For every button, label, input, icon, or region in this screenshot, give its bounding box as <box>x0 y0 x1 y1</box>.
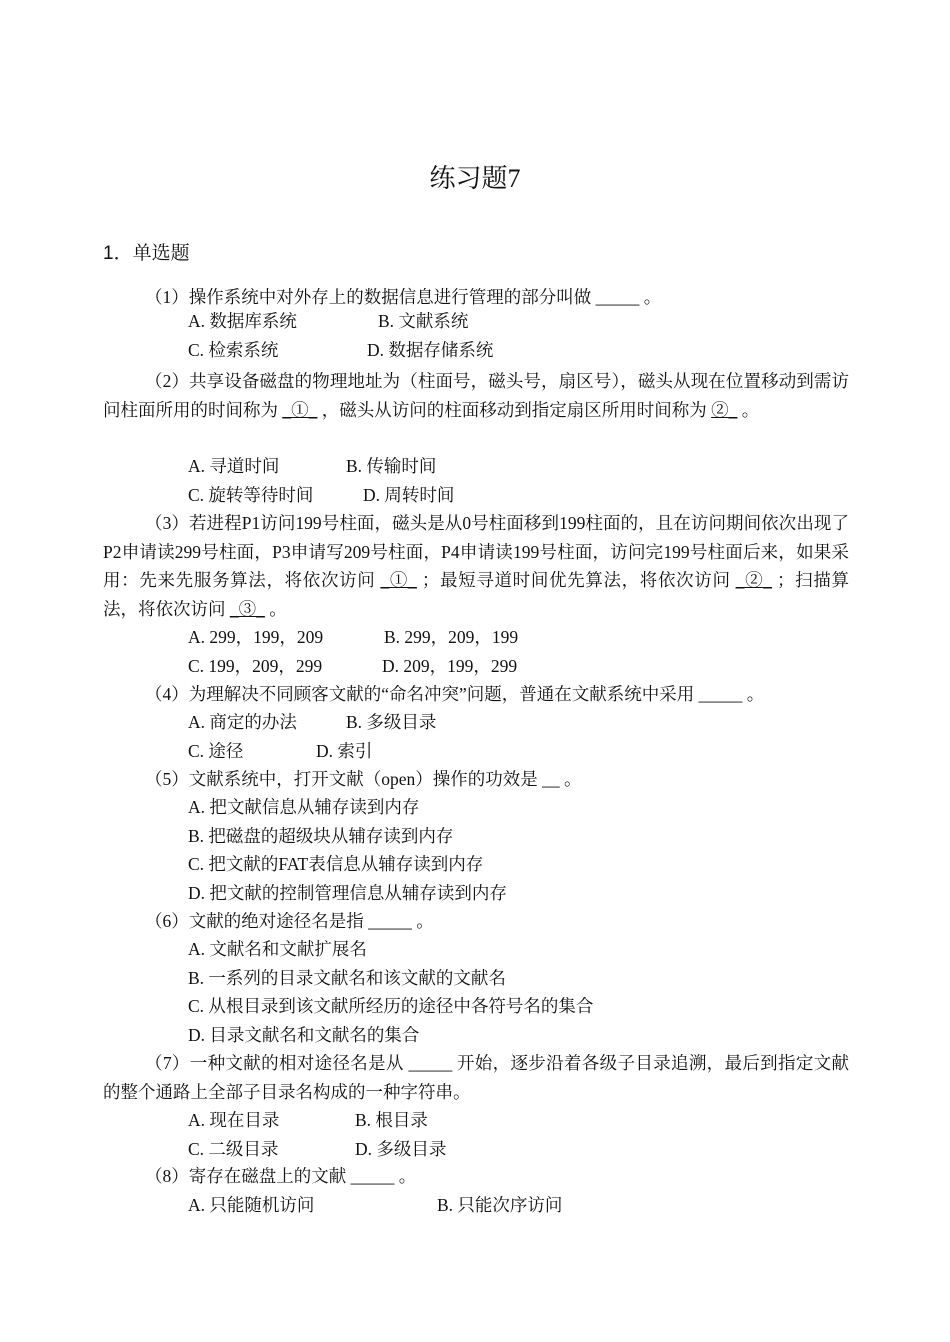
question-2 <box>103 367 849 424</box>
option-d: D. 目录文献名和文献名的集合 <box>188 1024 420 1045</box>
page-title: 练习题7 <box>429 164 521 193</box>
option-d: D. 索引 <box>316 740 373 761</box>
question-8 <box>103 1162 849 1191</box>
option-a: A. 现在目录 <box>188 1110 280 1130</box>
option-c: C. 检索系统 <box>188 339 279 360</box>
option-b: B. 299，209，199 <box>384 627 519 647</box>
options-2 <box>188 452 454 509</box>
options-6 <box>188 935 593 1049</box>
option-c: C. 从根目录到该文献所经历的途径中各符号名的集合 <box>188 996 594 1016</box>
option-c: C. 途径 <box>188 740 244 761</box>
option-b: B. 文献系统 <box>378 311 469 331</box>
option-d: D. 209，199，299 <box>382 655 518 676</box>
option-b: B. 传输时间 <box>346 456 437 476</box>
option-c: C. 把文献的FAT表信息从辅存读到内存 <box>188 854 484 874</box>
option-a: A. 把文献信息从辅存读到内存 <box>188 797 420 817</box>
option-d: D. 周转时间 <box>363 484 455 505</box>
question-6 <box>103 907 849 936</box>
option-a: A. 只能随机访问 <box>188 1195 315 1215</box>
options-4 <box>188 708 436 765</box>
option-c: C. 199，209，299 <box>188 655 323 676</box>
question-3 <box>103 509 849 623</box>
options-7 <box>188 1106 446 1163</box>
option-c: C. 二级目录 <box>188 1138 279 1159</box>
option-d: D. 数据存储系统 <box>367 339 494 360</box>
option-b: B. 把磁盘的超级块从辅存读到内存 <box>188 825 454 846</box>
question-stem: （3）若进程P1访问199号柱面，磁头是从0号柱面移到199柱面的，且在访问期间依次出现了P2申请读299号柱面，P3申请写209号柱面，P4申请读199号柱面，访问完199号柱面后来，如果采用：先来先服务算法，将依次访问 _①_ ；最短寻道时间优先算法，将依次访问 _②_ ；扫描算法，将依次访问 _③_ 。 <box>103 513 850 619</box>
question-4 <box>103 680 849 709</box>
option-a: A. 寻道时间 <box>188 456 280 476</box>
question-7 <box>103 1049 849 1106</box>
option-d: D. 把文献的控制管理信息从辅存读到内存 <box>188 882 507 903</box>
option-b: B. 一系列的目录文献名和该文献的文献名 <box>188 967 506 988</box>
option-a: A. 商定的办法 <box>188 712 297 732</box>
section-heading: 1．单选题 <box>103 243 190 264</box>
option-a: A. 文献名和文献扩展名 <box>188 939 367 959</box>
option-a: A. 数据库系统 <box>188 311 297 331</box>
question-5 <box>103 765 849 794</box>
option-b: B. 多级目录 <box>346 712 437 732</box>
question-stem: （4）为理解决不同顾客文献的“命名冲突”问题，普通在文献系统中采用 _____ 。 <box>145 684 765 704</box>
option-b: B. 根目录 <box>355 1110 428 1130</box>
question-stem: （6）文献的绝对途径名是指 _____ 。 <box>145 911 434 931</box>
option-c: C. 旋转等待时间 <box>188 484 314 505</box>
options-5 <box>188 793 507 907</box>
option-b: B. 只能次序访问 <box>437 1195 563 1215</box>
options-1 <box>188 307 493 364</box>
question-stem: （7）一种文献的相对途径名是从 _____ 开始，逐步沿着各级子目录追溯，最后到指定文献的整个通路上全部子目录名构成的一种字符串。 <box>103 1053 850 1102</box>
question-stem: （2）共享设备磁盘的物理地址为（柱面号，磁头号，扇区号），磁头从现在位置移动到需访问柱面所用的时间称为 _①_ ，磁头从访问的柱面移动到指定扇区所用时间称为 ②_ 。 <box>103 371 849 420</box>
option-d: D. 多级目录 <box>355 1138 447 1159</box>
options-8 <box>188 1191 562 1220</box>
options-3 <box>188 623 518 680</box>
option-a: A. 299，199，209 <box>188 627 324 647</box>
question-stem: （5）文献系统中，打开文献（open）操作的功效是 __ 。 <box>145 769 582 789</box>
question-stem: （8）寄存在磁盘上的文献 _____ 。 <box>145 1166 417 1186</box>
question-stem: （1）操作系统中对外存上的数据信息进行管理的部分叫做 _____ 。 <box>145 287 662 307</box>
